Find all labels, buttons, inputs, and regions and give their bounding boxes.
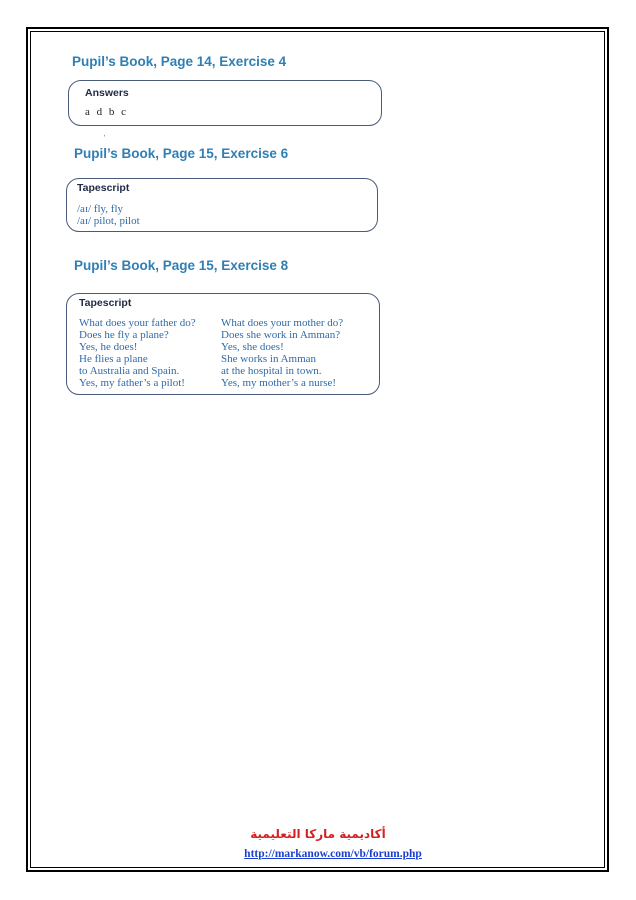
footer-academy-name: أكاديمية ماركا التعليمية [250,827,386,841]
section-heading-page15-ex8: Pupil’s Book, Page 15, Exercise 8 [74,258,289,273]
section-heading-page14-ex4: Pupil’s Book, Page 14, Exercise 4 [72,54,287,69]
tapescript-lines-ex6 [77,203,140,227]
footer-forum-link[interactable]: http://markanow.com/vb/forum.php [244,848,422,860]
tapescript-line: Yes, my father’s a pilot! [79,377,185,389]
tapescript-line: Yes, she does! [221,341,284,353]
tapescript-line: /aɪ/ pilot, pilot [77,215,140,227]
tapescript-line: Yes, my mother’s a nurse! [221,377,337,389]
tapescript-line: Does he fly a plane? [79,329,169,341]
tapescript-line: /aɪ/ fly, fly [77,203,124,215]
answers-line: a d b c [85,106,127,118]
tapescript-line: Yes, he does! [79,341,138,353]
tapescript-father-verse [79,317,196,389]
answers-box [68,80,382,126]
tapescript-line: What does your father do? [79,317,196,329]
tapescript-box-ex6 [66,178,378,232]
section-heading-page15-ex6: Pupil’s Book, Page 15, Exercise 6 [74,146,289,161]
tapescript-line: She works in Amman [221,353,317,365]
tapescript-line: Does she work in Amman? [221,329,341,341]
answers-box-title: Answers [85,87,129,99]
tapescript-box-ex8 [66,293,380,395]
tapescript-line: What does your mother do? [221,317,344,329]
tapescript-line: at the hospital in town. [221,365,322,377]
tapescript-title-ex6: Tapescript [77,182,130,194]
tapescript-mother-verse [221,317,343,389]
tapescript-line: to Australia and Spain. [79,365,180,377]
tapescript-line: He flies a plane [79,353,148,365]
tapescript-title-ex8: Tapescript [79,297,132,309]
stray-mark: ʹ [104,135,106,142]
